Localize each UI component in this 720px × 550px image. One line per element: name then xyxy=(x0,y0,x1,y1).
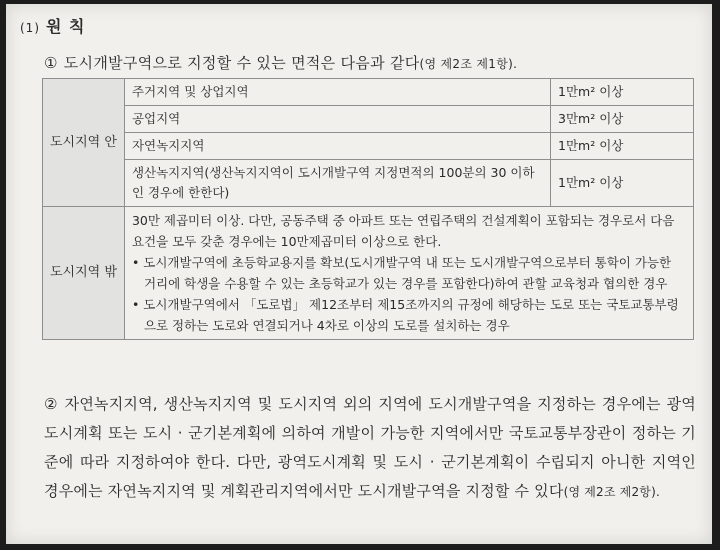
section-number: (1) xyxy=(20,21,40,35)
zone-cell: 생산녹지지역(생산녹지지역이 도시개발구역 지정면적의 100분의 30 이하인 경우에 한한다) xyxy=(124,160,550,207)
requirement-item: • 도시개발구역에서 「도로법」 제12조부터 제15조까지의 규정에 해당하는 도로 또는 국토교통부령으로 정하는 도로와 연결되거나 4차로 이상의 도로를 설치하는 경우 xyxy=(131,297,679,333)
table-row xyxy=(43,207,694,340)
clause-2 xyxy=(44,390,696,507)
table-row xyxy=(43,106,694,133)
table-row xyxy=(43,160,694,207)
clause-2-ref: (영 제2조 제2항). xyxy=(563,485,660,499)
table-row xyxy=(43,79,694,106)
zone-cell: 자연녹지지역 xyxy=(124,133,550,160)
size-cell: 1만m² 이상 xyxy=(551,160,694,207)
outside-area-label: 도시지역 밖 xyxy=(43,207,125,340)
clause-1 xyxy=(44,52,517,73)
area-table xyxy=(42,78,694,340)
clause-1-marker: ① xyxy=(44,54,58,72)
clause-2-text: 자연녹지지역, 생산녹지지역 및 도시지역 외의 지역에 도시개발구역을 지정하는 경우에는 광역도시계획 또는 도시 · 군기본계획에 의하여 개발이 가능한 지역에서만 국토교통부장관이 정하는 기준에 따라 지정하여야 한다. 다만, 광역도시계획 및 도시 · 군기본계획이 수립되지 아니한 지역인 경우에는 자연녹지지역 및 계획관리지역에서만 도시개발구역을 지정할 수 있다 xyxy=(44,395,696,500)
urban-area-label: 도시지역 안 xyxy=(43,79,125,207)
clause-1-ref: (영 제2조 제1항). xyxy=(419,57,518,71)
outside-intro: 30만 제곱미터 이상. 다만, 공동주택 중 아파트 또는 연립주택의 건설계획이 포함되는 경우로서 다음 요건을 모두 갖춘 경우에는 10만제곱미터 이상으로 한다. xyxy=(131,213,675,249)
section-heading xyxy=(20,14,85,37)
requirement-item: • 도시개발구역에 초등학교용지를 확보(도시개발구역 내 또는 도시개발구역으로부터 통학이 가능한 거리에 학생을 수용할 수 있는 초등학교가 있는 경우를 포함한다)하여 관할 교육청과 협의한 경우 xyxy=(131,255,672,291)
outside-area-description xyxy=(124,207,693,340)
size-cell: 3만m² 이상 xyxy=(551,106,694,133)
document-page xyxy=(6,4,712,544)
size-cell: 1만m² 이상 xyxy=(551,133,694,160)
size-cell: 1만m² 이상 xyxy=(551,79,694,106)
clause-1-text: 도시개발구역으로 지정할 수 있는 면적은 다음과 같다 xyxy=(63,54,420,72)
zone-cell: 공업지역 xyxy=(124,106,550,133)
zone-cell: 주거지역 및 상업지역 xyxy=(124,79,550,106)
section-title: 원 칙 xyxy=(46,17,86,36)
clause-2-marker: ② xyxy=(44,395,59,413)
table-row xyxy=(43,133,694,160)
